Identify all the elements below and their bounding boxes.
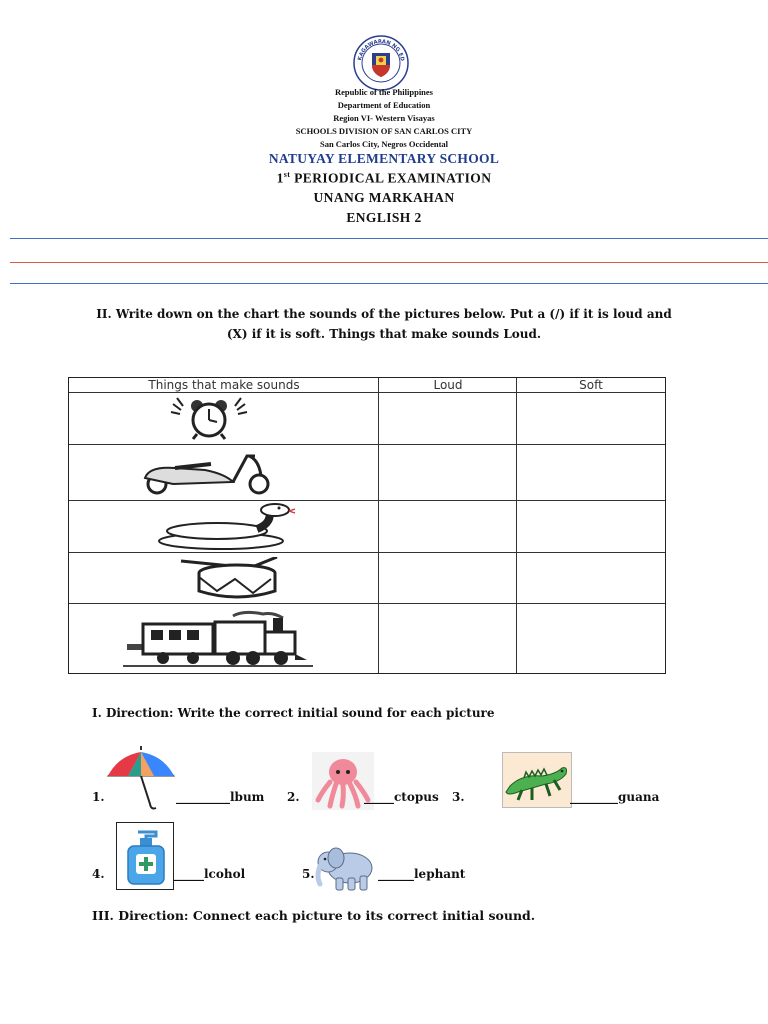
header-line-region: Region VI- Western Visayas <box>333 113 435 123</box>
subject-title: ENGLISH 2 <box>346 210 422 225</box>
octopus-icon <box>312 752 374 815</box>
section-iii-direction: III. Direction: Connect each picture to its correct initial sound. <box>92 908 536 923</box>
header-line-city: San Carlos City, Negros Occidental <box>319 139 449 149</box>
item-1-number: 1. <box>92 790 105 804</box>
umbrella-icon <box>106 746 176 817</box>
section-i-direction: I. Direction: Write the correct initial sound for each picture <box>92 706 495 720</box>
item-3-number: 3. <box>452 790 465 804</box>
hand-sanitizer-icon <box>116 822 174 895</box>
item-5-blank-word[interactable]: ______lephant <box>378 867 466 881</box>
item-3-blank-word[interactable]: ________guana <box>570 790 660 804</box>
school-name: NATUYAY ELEMENTARY SCHOOL <box>268 151 500 166</box>
snake-icon <box>157 503 297 556</box>
item-5-number: 5. <box>302 867 315 881</box>
item-4-number: 4. <box>92 867 105 881</box>
quarter-title: UNANG MARKAHAN <box>313 190 455 205</box>
header-line-deped: Department of Education <box>337 100 431 110</box>
drum-icon <box>177 557 297 606</box>
section-ii-instructions-line2: (X) if it is soft. Things that make sounds Loud. <box>226 327 542 341</box>
header-loud: Loud <box>433 378 463 392</box>
header-things-that-make-sounds: Things that make sounds <box>148 378 300 392</box>
elephant-icon <box>314 842 378 897</box>
item-2-blank-word[interactable]: _____ctopus <box>364 790 439 804</box>
item-2-number: 2. <box>287 790 300 804</box>
deped-seal-logo <box>353 35 409 91</box>
exam-title: 1st PERIODICAL EXAMINATION <box>276 170 492 186</box>
iguana-icon <box>502 752 572 813</box>
header-line-division: SCHOOLS DIVISION OF SAN CARLOS CITY <box>295 126 473 136</box>
scooter-icon <box>115 448 275 501</box>
item-1-blank-word[interactable]: _________lbum <box>176 790 265 804</box>
seal-text: KAGAWARAN NG ED <box>357 38 405 62</box>
sounds-table <box>68 377 666 674</box>
header-rule-red <box>10 262 768 263</box>
item-4-blank-word[interactable]: _____lcohol <box>174 867 246 881</box>
alarm-clock-icon <box>167 396 251 445</box>
header-rule-blue-top <box>10 238 768 239</box>
header-rule-blue-bottom <box>10 283 768 284</box>
header-line-republic: Republic of the Philippines <box>334 87 433 97</box>
train-icon <box>123 610 313 675</box>
section-ii-instructions-line1: II. Write down on the chart the sounds of the pictures below. Put a (/) if it is loud and <box>96 307 672 321</box>
header-soft: Soft <box>579 378 603 392</box>
